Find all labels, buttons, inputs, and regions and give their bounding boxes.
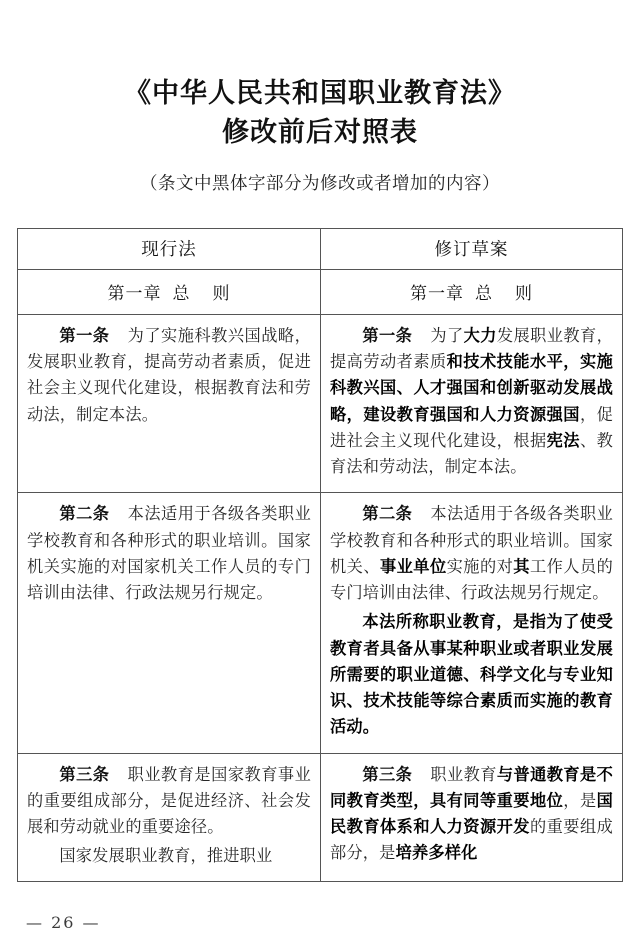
chapter-heading-left: [18, 270, 321, 315]
amended-text-run: 和技术技能水平，实施科教兴国、人才强国和创新驱动发展战略，建设教育强国和人力资源强国: [330, 352, 613, 424]
page-number: — 26 —: [26, 913, 101, 932]
table-row: [18, 315, 623, 493]
article-cell-right: [321, 493, 623, 753]
text-run: 本法适用于各级各类职业学校教育和各种形式的职业培训。国家机关实施的对国家机关工作人员的专门培训由法律、行政法规另行规定。: [27, 504, 311, 603]
chapter-right-suffix: 则: [515, 284, 533, 304]
article-paragraph: [27, 323, 311, 428]
amended-text-run: 大力: [463, 326, 497, 345]
text-run: ，是: [563, 790, 597, 810]
chapter-right-prefix: 第一章: [410, 284, 464, 304]
article-number-label: 第三条: [59, 764, 110, 784]
article-number-label: 第一条: [59, 326, 110, 345]
text-run: 为了实施科教兴国战略，发展职业教育，提高劳动者素质，促进社会主义现代化建设，根据教育法和劳动法，制定本法。: [27, 326, 311, 424]
article-paragraph: [330, 323, 613, 480]
article-number-label: 第二条: [362, 504, 413, 524]
article-paragraph: [27, 762, 311, 841]
amended-text-run: 事业单位: [379, 556, 447, 576]
text-run: 职业教育是国家教育事业的重要组成部分，是促进经济、社会发展和劳动就业的重要途径。: [27, 764, 311, 836]
amended-text-run: 其: [513, 556, 530, 576]
article-cell-right: [321, 315, 623, 493]
column-header-revision-draft: 修订草案: [321, 229, 623, 270]
article-paragraph: [330, 501, 613, 606]
text-run: 实施的对: [446, 556, 514, 576]
text-run: 发展职业教育，提高劳动者素质: [330, 326, 614, 372]
article-paragraph: [27, 501, 311, 606]
article-cell-left: [18, 493, 321, 753]
document-title-line-1: 《中华人民共和国职业教育法》: [124, 78, 516, 109]
article-cell-left: [18, 315, 321, 493]
amended-text-run: 与普通教育是不同教育类型，具有同等重要地位: [330, 764, 613, 810]
title-block: [0, 0, 640, 195]
text-run: 的重要组成部分，是: [330, 816, 614, 863]
text-run: 职业教育: [430, 764, 497, 784]
article-cell-left: [18, 753, 321, 882]
text-run: 、教育法和劳动法，制定本法。: [330, 430, 613, 477]
text-run: 工作人员的专门培训由法律、行政法规另行规定。: [330, 556, 613, 603]
chapter-left-suffix: 则: [212, 284, 231, 304]
table-header-row: [18, 229, 623, 270]
document-subtitle: （条文中黑体字部分为修改或者增加的内容）: [140, 173, 500, 194]
chapter-left-mid: 总: [172, 284, 191, 304]
page-footer: [0, 913, 640, 932]
article-number-label: 第三条: [362, 764, 413, 784]
chapter-left-prefix: 第一章: [107, 284, 162, 304]
article-number-label: 第一条: [362, 326, 413, 345]
chapter-right-mid: 总: [475, 284, 493, 304]
article-paragraph: [27, 843, 311, 869]
column-header-current-law: 现行法: [18, 229, 321, 270]
text-run: 国家发展职业教育，推进职业: [59, 846, 273, 866]
article-paragraph: [330, 609, 613, 740]
text-run: 本法适用于各级各类职业学校教育和各种形式的职业培训。国家机关、: [330, 504, 613, 576]
article-cell-right: [321, 753, 623, 882]
comparison-table: [17, 228, 623, 882]
chapter-heading-row: [18, 270, 623, 315]
article-rows-body: [18, 315, 623, 882]
document-title-line-2: 修改前后对照表: [222, 117, 418, 149]
amended-text-run: 本法所称职业教育，是指为了使受教育者具备从事某种职业或者职业发展所需要的职业道德、科学文化与专业知识、技术技能等综合素质而实施的教育活动。: [330, 612, 613, 737]
article-number-label: 第二条: [59, 504, 110, 524]
text-run: 为了: [430, 326, 464, 345]
amended-text-run: 培养多样化: [395, 843, 478, 863]
article-paragraph: [330, 762, 613, 867]
amended-text-run: 宪法: [546, 430, 580, 450]
amended-text-run: 国民教育体系和人力资源开发: [330, 790, 613, 836]
text-run: ，促进社会主义现代化建设，根据: [330, 404, 614, 450]
chapter-heading-right: [321, 270, 623, 315]
table-row: [18, 493, 623, 753]
table-row: [18, 753, 623, 882]
